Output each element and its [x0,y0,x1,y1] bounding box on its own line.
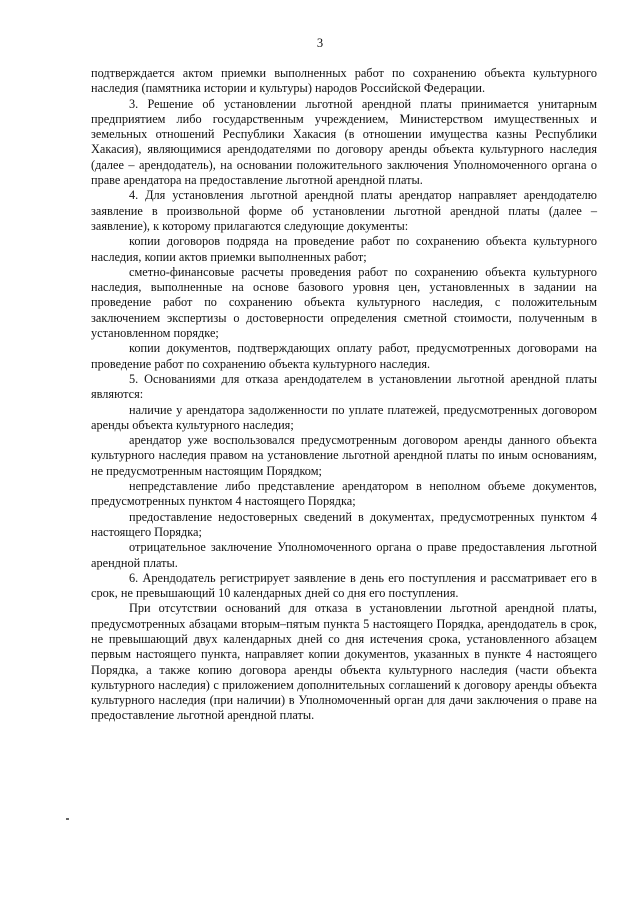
paragraph-item-3: 3. Решение об установлении льготной арендной платы принимается унитарным предприятием либо государственным учреждением, Министерством имущественных и земельных отношений Республики Хакасия (в отношении имущества казны Республики Хакасия), являющимися арендодателями по договору аренды объекта культурного наследия (далее – арендодатель), на основании положительного заключения Уполномоченного органа о праве арендатора на предоставление льготной арендной платы. [91,96,597,188]
document-body [91,66,597,724]
paragraph-item-5-ground-3: непредставление либо представление арендатором в неполном объеме документов, предусмотренных пунктом 4 настоящего Порядка; [91,479,597,509]
paragraph-item-5-ground-1: наличие у арендатора задолженности по уплате платежей, предусмотренных договором аренды объекта культурного наследия; [91,402,597,432]
paragraph-item-5-ground-4: предоставление недостоверных сведений в документах, предусмотренных пунктом 4 настоящего Порядка; [91,509,597,539]
paragraph-item-5: 5. Основаниями для отказа арендодателем в установлении льготной арендной платы являются: [91,371,597,402]
paragraph-item-6-cont: При отсутствии оснований для отказа в установлении льготной арендной платы, предусмотренных абзацами вторым–пятым пункта 5 настоящего Порядка, арендодатель в срок, не превышающий двух календарных дней со дня истечения срока, установленного абзацем первым настоящего пункта, направляет копии документов, указанных в пункте 4 настоящего Порядка, а также копию договора аренды объекта культурного наследия (части объекта культурного наследия) с приложением дополнительных соглашений к договору аренды объекта культурного наследия (при наличии) в Уполномоченный орган для дачи заключения о праве на предоставление льготной арендной платы. [91,601,597,723]
paragraph-item-4: 4. Для установления льготной арендной платы арендатор направляет арендодателю заявление в произвольной форме об установлении льготной арендной платы (далее – заявление), к которому прилагаются следующие документы: [91,188,597,233]
paragraph-item-5-ground-5: отрицательное заключение Уполномоченного органа о праве предоставления льготной арендной платы. [91,540,597,570]
paragraph-item-5-ground-2: арендатор уже воспользовался предусмотренным договором аренды данного объекта культурного наследия правом на установление льготной арендной платы по иным основаниям, не предусмотренным настоящим Порядком; [91,433,597,478]
paragraph-item-4-doc-1: копии договоров подряда на проведение работ по сохранению объекта культурного наследия, копии актов приемки выполненных работ; [91,234,597,264]
paragraph-item-6: 6. Арендодатель регистрирует заявление в день его поступления и рассматривает его в срок, не превышающий 10 календарных дней со дня его поступления. [91,570,597,601]
scan-mark [66,818,69,820]
paragraph-item-4-doc-2: сметно-финансовые расчеты проведения работ по сохранению объекта культурного наследия, выполненные на основе базового уровня цен, установленных в задании на проведение работ по сохранению объекта культурного наследия, с положительным заключением экспертизы о достоверности определения сметной стоимости, полученным в установленном порядке; [91,264,597,341]
page-number: 3 [316,36,324,50]
paragraph-item-4-doc-3: копии документов, подтверждающих оплату работ, предусмотренных договорами на проведение работ по сохранению объекта культурного наследия. [91,341,597,371]
paragraph-continuation: подтверждается актом приемки выполненных работ по сохранению объекта культурного наследия (памятника истории и культуры) народов Российской Федерации. [91,66,597,96]
